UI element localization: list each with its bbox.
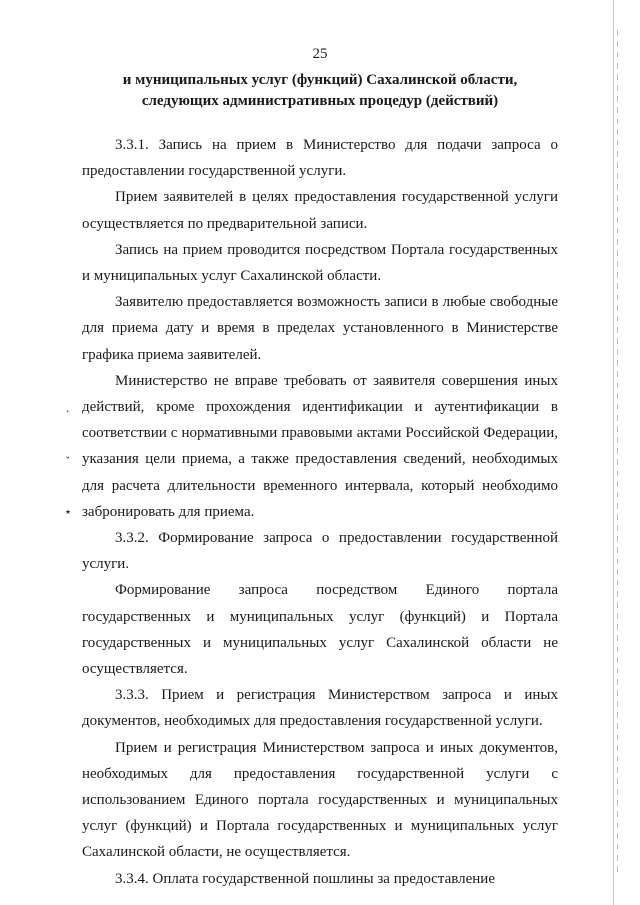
paragraph: Заявителю предоставляется возможность записи в любые свободные для приема дату и время в пределах установленного в Министерстве графика приема заявителей. — [82, 294, 558, 363]
heading-line: и муниципальных услуг (функций) Сахалинской области, — [122, 72, 518, 88]
paragraph: 3.3.3. Прием и регистрация Министерством запроса и иных документов, необходимых для предоставления государственной услуги. — [82, 687, 558, 730]
paragraph: 3.3.1. Запись на прием в Министерство для подачи запроса о предоставлении государственной услуги. — [82, 137, 558, 180]
page-number: 25 — [312, 46, 328, 62]
scan-binding-edge — [613, 0, 614, 905]
scan-margin-mark: ˛ — [65, 400, 71, 413]
paragraph: Министерство не вправе требовать от заявителя совершения иных действий, кроме прохождения идентификации и аутентификации в соответствии с нормативными правовыми актами Российской Федерации, указания цели приема, а также предоставления сведений, необходимых для расчета длительности временного интервала, который необходимо забронировать для приема. — [82, 372, 558, 520]
paragraph: Запись на прием проводится посредством Портала государственных и муниципальных услуг Сахалинской области. — [82, 241, 558, 285]
scan-margin-mark: ˇ — [65, 455, 71, 468]
paragraph: Формирование запроса посредством Единого портала государственных и муниципальных услуг (функций) и Портала государственных и муниципальных услуг Сахалинской области не осуществляется. — [82, 582, 558, 678]
heading-line: следующих административных процедур (действий) — [141, 93, 499, 109]
section-heading — [60, 70, 580, 112]
paragraph: 3.3.2. Формирование запроса о предоставлении государственной услуги. — [82, 530, 558, 573]
paragraph: Прием заявителей в целях предоставления государственной услуги осуществляется по предварительной записи. — [82, 189, 558, 232]
scan-binding-shadow — [617, 30, 618, 875]
paragraph: Прием и регистрация Министерством запроса и иных документов, необходимых для предоставления государственной услуги с использованием Единого портала государственных и муниципальных услуг (функций) и Портала государственных и муниципальных услуг Сахалинской области, не осуществляется. — [82, 739, 558, 861]
paragraph: 3.3.4. Оплата государственной пошлины за предоставление — [115, 870, 495, 887]
document-body — [82, 132, 558, 892]
scan-margin-mark: ٭ — [65, 505, 71, 518]
